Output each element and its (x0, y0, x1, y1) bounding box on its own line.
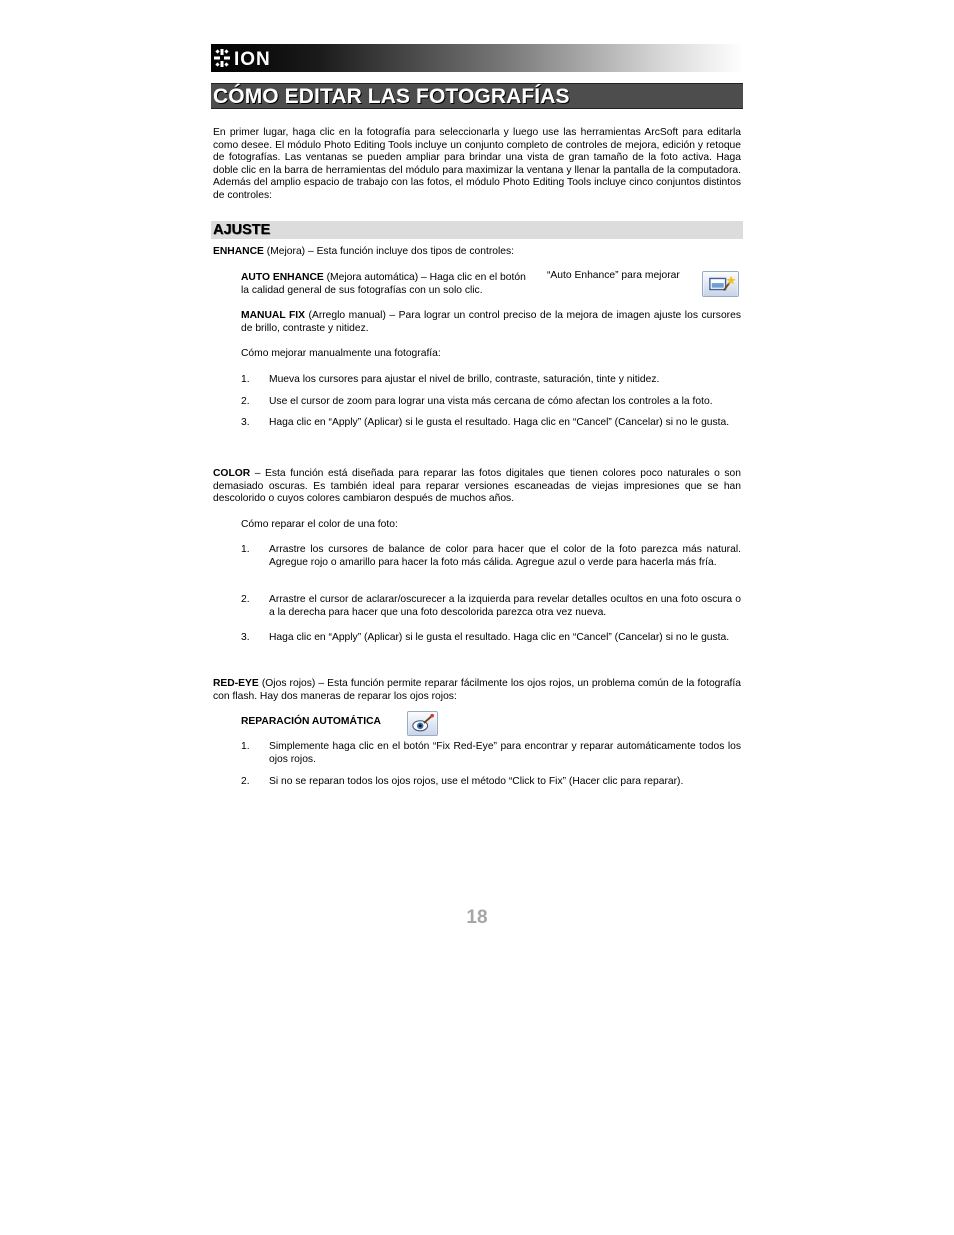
color-step-2-text: Arrastre el cursor de aclarar/oscurecer a la izquierda para revelar detalles ocultos en una foto oscura o a la derecha para hacer que una foto descolorida parezca otra vez nueva. (269, 594, 741, 618)
manual-fix-paragraph (241, 310, 741, 335)
auto-enhance-icon (702, 271, 739, 297)
page-title: CÓMO EDITAR LAS FOTOGRAFÍAS (213, 85, 570, 108)
red-eye-step-1-text: Simplemente haga clic en el botón “Fix Red-Eye” para encontrar y reparar automáticamente todos los ojos rojos. (269, 741, 741, 765)
color-howto: Cómo reparar el color de una foto: (241, 519, 398, 530)
auto-enhance-desc-line-2: la calidad general de sus fotografías con un solo clic. (241, 285, 483, 296)
enhance-step-2-num: 2. (241, 396, 250, 407)
color-step-3-num: 3. (241, 632, 250, 643)
section-header-bar (211, 221, 743, 239)
enhance-term: ENHANCE (213, 246, 264, 257)
enhance-step-3-num: 3. (241, 417, 250, 428)
red-eye-term: RED-EYE (213, 678, 259, 689)
red-eye-desc: (Ojos rojos) – Esta función permite reparar fácilmente los ojos rojos, un problema común de la fotografía con flash. Hay dos maneras de reparar los ojos rojos: (213, 678, 741, 702)
red-eye-step-2-num: 2. (241, 776, 250, 787)
enhance-desc: (Mejora) – Esta función incluye dos tipos de controles: (263, 246, 515, 257)
auto-repair-title: REPARACIÓN AUTOMÁTICA (241, 716, 381, 727)
svg-text:ION: ION (234, 49, 271, 70)
page-title-bar (211, 83, 743, 109)
enhance-step-1-text: Mueva los cursores para ajustar el nivel de brillo, contraste, saturación, tinte y nitidez. (269, 374, 660, 385)
red-eye-step-2-text: Si no se reparan todos los ojos rojos, use el método “Click to Fix” (Hacer clic para reparar). (269, 776, 684, 787)
fix-red-eye-icon (407, 711, 438, 736)
intro-paragraph: En primer lugar, haga clic en la fotografía para seleccionarla y luego use las herramientas ArcSoft para editarla como desee. El módulo Photo Editing Tools incluye un conjunto completo de controles de mejora, edición y retoque de fotografías. Las ventanas se pueden ampliar para brindar una vista de gran tamaño de la foto activa. Haga doble clic en la barra de herramientas del módulo para maximizar la ventana y llenar la pantalla de la computadora. Además del amplio espacio de trabajo con las fotos, el módulo Photo Editing Tools incluye cinco conjuntos distintos de controles: (213, 127, 741, 201)
ion-logo (213, 46, 293, 70)
enhance-step-1-num: 1. (241, 374, 250, 385)
color-paragraph (213, 468, 741, 506)
enhance-step-3-text: Haga clic en “Apply” (Aplicar) si le gusta el resultado. Haga clic en “Cancel” (Cancelar) si no le gusta. (269, 417, 730, 428)
red-eye-step-1-num: 1. (241, 741, 250, 752)
color-step-1-text: Arrastre los cursores de balance de color para hacer que el color de la foto parezca más natural. Agregue rojo o amarillo para hacer la foto más cálida. Agregue azul o verde para hacerla más fría. (269, 544, 741, 568)
auto-enhance-term: AUTO ENHANCE (241, 272, 324, 283)
color-step-1-num: 1. (241, 544, 250, 555)
section-title: AJUSTE (213, 222, 271, 238)
auto-enhance-desc: (Mejora automática) – Haga clic en el botón (323, 272, 526, 283)
page-number: 18 (466, 907, 488, 928)
color-term: COLOR (213, 468, 251, 479)
manual-fix-term: MANUAL FIX (241, 310, 305, 321)
manual-fix-desc: (Arreglo manual) – Para lograr un control preciso de la mejora de imagen ajuste los cursores de brillo, contraste y nitidez. (241, 310, 741, 334)
color-step-3-text: Haga clic en “Apply” (Aplicar) si le gusta el resultado. Haga clic en “Cancel” (Cancelar) si no le gusta. (269, 632, 730, 643)
auto-enhance-desc-quote: “Auto Enhance” para mejorar (547, 270, 680, 281)
color-desc: – Esta función está diseñada para reparar las fotos digitales que tienen colores poco naturales o son demasiado oscuras. Es también ideal para reparar versiones escaneadas de viejas impresiones que se han descolorido o cuyos colores cambiaron después de muchos años. (213, 468, 741, 504)
color-step-2-num: 2. (241, 594, 250, 605)
enhance-howto: Cómo mejorar manualmente una fotografía: (241, 348, 441, 359)
enhance-paragraph (213, 246, 741, 259)
red-eye-paragraph (213, 678, 741, 703)
enhance-step-2-text: Use el cursor de zoom para lograr una vista más cercana de cómo afectan los controles a la foto. (269, 396, 713, 407)
